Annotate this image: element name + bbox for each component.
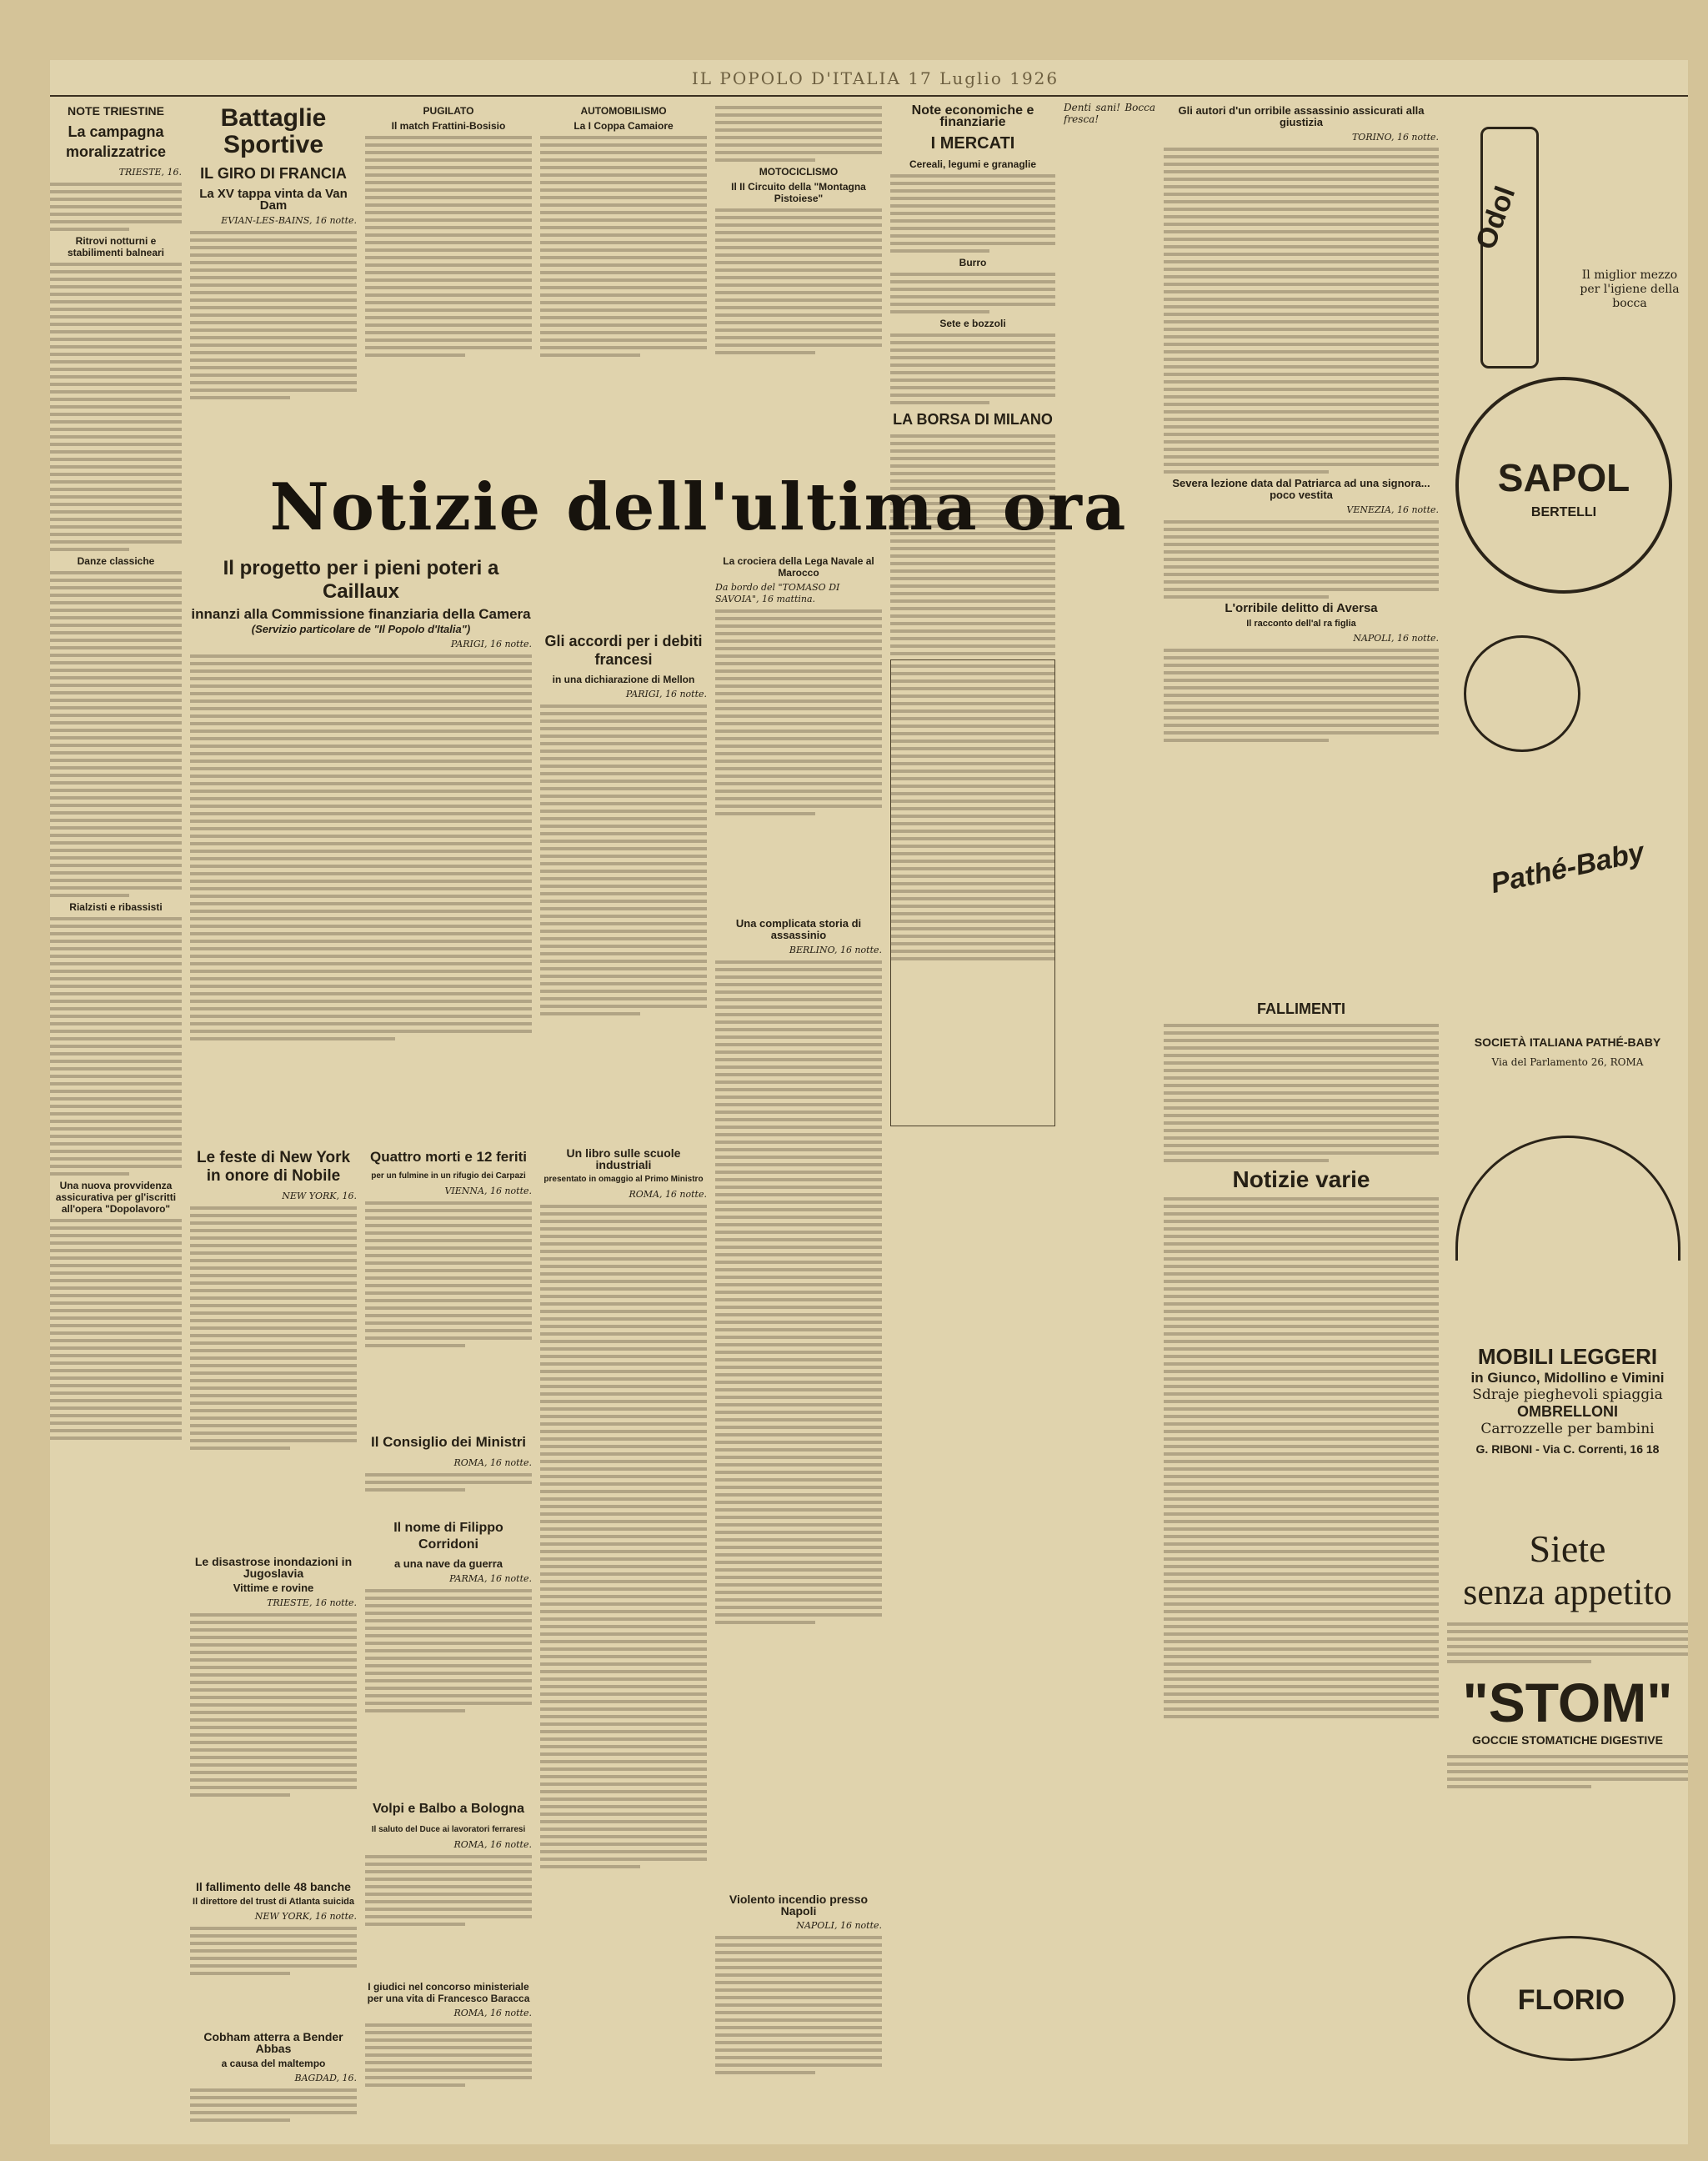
- headline: I giudici nel concorso ministeriale per una vita di Francesco Baracca: [367, 1981, 530, 2004]
- body-text: [190, 1613, 357, 1797]
- story-corridoni: [365, 1515, 532, 1786]
- story-baracca: [365, 1978, 532, 2136]
- headline: Cobham atterra a Bender Abbas: [203, 2030, 343, 2055]
- subhead: a una nave da guerra: [393, 1557, 503, 1570]
- headline: Il II Circuito della "Montagna Pistoiese": [731, 181, 866, 204]
- body-text: [50, 1219, 182, 1440]
- subhead: Il racconto dell'al ra figlia: [1246, 619, 1356, 629]
- subhead: Il saluto del Duce ai lavoratori ferraresi: [371, 1825, 526, 1834]
- dateline: ROMA, 16 notte.: [453, 2008, 532, 2018]
- ad-florio-brand: FLORIO: [1517, 1984, 1625, 2016]
- subhead: Rialzisti e ribassisti: [69, 901, 163, 913]
- body-text: [1447, 1755, 1688, 1788]
- body-text: [50, 917, 182, 1176]
- section-label: NOTE TRIESTINE: [68, 104, 164, 118]
- ad-mobili-line3: Carrozzelle per bambini: [1480, 1421, 1655, 1437]
- body-text: [365, 1855, 532, 1926]
- dateline: EVIAN-LES-BAINS, 16 notte.: [221, 215, 357, 226]
- ad-odol-tagline: Denti sani! Bocca fresca!: [1064, 102, 1155, 125]
- stock-table: [890, 659, 1055, 1126]
- section-label: PUGILATO: [423, 105, 474, 117]
- dateline: NAPOLI, 16 notte.: [1353, 633, 1439, 644]
- ad-stom-brand: "STOM": [1462, 1672, 1673, 1733]
- section-label: AUTOMOBILISMO: [580, 105, 667, 117]
- headline: Le disastrose inondazioni in Jugoslavia: [194, 1555, 353, 1580]
- headline: FALLIMENTI: [1257, 1000, 1345, 1017]
- ad-mobili: [1447, 1344, 1688, 1519]
- ad-florio: [1467, 1936, 1675, 2061]
- body-text: [50, 571, 182, 897]
- dateline: TRIESTE, 16 notte.: [267, 1597, 357, 1608]
- subhead: IL GIRO DI FRANCIA: [200, 165, 347, 182]
- body-text: [715, 1936, 882, 2074]
- body-text: [365, 136, 532, 357]
- subhead: a causa del maltempo: [221, 2058, 326, 2069]
- body-text: [50, 183, 182, 231]
- subhead: Danze classiche: [77, 555, 155, 567]
- newspaper-page: [50, 60, 1688, 2144]
- dateline: ROMA, 16 notte.: [629, 1189, 707, 1200]
- subhead: presentato in omaggio al Primo Ministro: [543, 1175, 704, 1184]
- body-text: [1164, 520, 1439, 599]
- ad-sapol: [1455, 377, 1672, 594]
- headline: Il Consiglio dei Ministri: [370, 1434, 527, 1450]
- body-text: [540, 704, 707, 1015]
- subhead: per un fulmine in un rifugio dei Carpazi: [371, 1171, 526, 1181]
- headline: Il match Frattini-Bosisio: [391, 120, 506, 132]
- story-mellon: [540, 627, 707, 1136]
- body-text: [50, 263, 182, 551]
- body-text: [365, 2023, 532, 2087]
- story-scuole: [540, 1144, 707, 2136]
- body-text: [1164, 649, 1439, 742]
- subhead: LA BORSA DI MILANO: [893, 411, 1053, 428]
- dateline: BAGDAD, 16.: [294, 2073, 357, 2083]
- ad-odol-claim-box: [1575, 268, 1684, 360]
- ad-odol-brand: Odol: [1470, 182, 1522, 254]
- ad-mobili-line2: OMBRELLONI: [1517, 1403, 1618, 1420]
- headline: La crociera della Lega Navale al Marocco: [723, 555, 874, 579]
- story-atlanta: [190, 1878, 357, 2019]
- body-text: [365, 1473, 532, 1492]
- ad-odol-claim: Il miglior mezzo per l'igiene della bocca: [1580, 268, 1680, 310]
- headline: L'orribile delitto di Aversa: [1225, 601, 1378, 615]
- subhead: Cereali, legumi e granaglie: [909, 158, 1037, 170]
- dateline: ROMA, 16 notte.: [453, 1839, 532, 1850]
- ad-sapol-brand: SAPOL: [1497, 456, 1630, 499]
- body-text: [190, 1206, 357, 1450]
- column-pugilato: [365, 102, 532, 460]
- body-text: [890, 174, 1055, 253]
- body-text: [190, 2088, 357, 2122]
- column-cronaca: [1164, 102, 1439, 985]
- ad-mobili-address: G. RIBONI - Via C. Correnti, 16 18: [1475, 1442, 1660, 1456]
- subhead: Il direttore del trust di Atlanta suicida: [193, 1897, 354, 1907]
- story-carpazi: [365, 1144, 532, 1419]
- headline: Il progetto per i pieni poteri a Caillaux: [223, 557, 499, 603]
- subhead: Sete e bozzoli: [939, 318, 1006, 329]
- body-text: [715, 208, 882, 354]
- body-text: [190, 654, 532, 1040]
- story-berlino: [715, 915, 882, 1882]
- subhead: Burro: [959, 257, 987, 268]
- dateline: VENEZIA, 16 notte.: [1346, 504, 1439, 515]
- headline: Note economiche e finanziarie: [911, 103, 1034, 129]
- ad-mobili-sub: in Giunco, Midollino e Vimini: [1470, 1370, 1665, 1386]
- headline: Una complicata storia di assassinio: [735, 917, 862, 941]
- dateline: VIENNA, 16 notte.: [444, 1186, 532, 1196]
- dateline: NAPOLI, 16 notte.: [796, 1920, 882, 1931]
- dateline: TORINO, 16 notte.: [1351, 132, 1439, 143]
- ad-stom-headline2: senza appetito: [1463, 1572, 1672, 1612]
- column-motociclismo: [715, 102, 882, 460]
- ad-pathe-company: SOCIETÀ ITALIANA PATHÉ-BABY: [1474, 1035, 1661, 1049]
- headline: La campagna moralizzatrice: [65, 123, 167, 160]
- ad-odol: [1447, 102, 1572, 377]
- story-nobile: [190, 1144, 357, 1544]
- body-text: [1164, 1024, 1439, 1162]
- column-automobilismo: [540, 102, 707, 460]
- dateline: PARIGI, 16 notte.: [450, 639, 532, 649]
- camera-illustration: [1464, 635, 1580, 752]
- column-economia: [890, 102, 1055, 2136]
- subhead: innanzi alla Commissione finanziaria della Camera: [191, 606, 531, 622]
- section-label: MOTOCICLISMO: [759, 166, 839, 178]
- headline: Il fallimento delle 48 banche: [196, 1880, 351, 1893]
- dateline: Da bordo del "TOMASO DI SAVOIA", 16 mattina.: [715, 582, 840, 604]
- body-text: [1164, 148, 1439, 474]
- ad-mobili-title: MOBILI LEGGERI: [1477, 1344, 1658, 1369]
- headline: Notizie varie: [1232, 1166, 1370, 1192]
- story-cobham: [190, 2028, 357, 2136]
- body-text: [540, 1205, 707, 1868]
- headline: Quattro morti e 12 feriti: [370, 1149, 527, 1165]
- story-jugoslavia: [190, 1552, 357, 1869]
- dateline: NEW YORK, 16 notte.: [254, 1911, 357, 1922]
- ad-stom-sub: GOCCIE STOMATICHE DIGESTIVE: [1472, 1733, 1663, 1747]
- ad-pathe-address: Via del Parlamento 26, ROMA: [1491, 1056, 1644, 1068]
- dateline: TRIESTE, 16.: [118, 167, 182, 178]
- body-text: [190, 231, 357, 399]
- subhead: Una nuova provvidenza assicurativa per gl'iscritti all'opera "Dopolavoro": [55, 1180, 177, 1215]
- dateline: ROMA, 16 notte.: [453, 1457, 532, 1468]
- banner-title: Notizie dell'ultima ora: [269, 469, 1128, 545]
- body-text: [715, 960, 882, 1624]
- subhead: I MERCATI: [930, 134, 1015, 153]
- body-text: [715, 106, 882, 162]
- umbrella-illustration: [1455, 1136, 1680, 1261]
- subhead: La XV tappa vinta da Van Dam: [199, 187, 348, 213]
- dateline: BERLINO, 16 notte.: [789, 945, 882, 955]
- dateline: PARMA, 16 notte.: [449, 1573, 532, 1584]
- column-note-triestine: [50, 102, 182, 2136]
- body-text: [365, 1589, 532, 1712]
- headline: Un libro sulle scuole industriali: [566, 1146, 681, 1171]
- headline: Violento incendio presso Napoli: [729, 1893, 869, 1918]
- ad-odol-tagline-box: [1064, 102, 1155, 127]
- ad-sapol-maker: BERTELLI: [1530, 505, 1597, 519]
- ad-pathe-baby: [1447, 602, 1688, 1102]
- headline: Volpi e Balbo a Bologna: [373, 1802, 524, 1816]
- subhead: Ritrovi notturni e stabilimenti balneari: [67, 235, 165, 258]
- ad-stom-headline1: Siete: [1529, 1527, 1606, 1570]
- column-fallimenti: [1164, 994, 1439, 2136]
- story-caillaux: [190, 552, 532, 1136]
- ad-pathe-brand: Pathé-Baby: [1487, 835, 1647, 900]
- body-text: [540, 136, 707, 357]
- headline: Il nome di Filippo Corridoni: [393, 1521, 503, 1552]
- subhead: Vittime e rovine: [233, 1582, 314, 1594]
- body-text: [365, 1201, 532, 1347]
- headline: Severa lezione data dal Patriarca ad una signora... poco vestita: [1172, 477, 1430, 501]
- headline: Battaglie Sportive: [220, 104, 327, 158]
- headline: Le feste di New York in onore di Nobile: [196, 1149, 351, 1185]
- column-sport: [190, 102, 357, 460]
- headline: La I Coppa Camaiore: [574, 120, 674, 132]
- dateline: NEW YORK, 16.: [282, 1191, 357, 1201]
- story-consiglio: [365, 1427, 532, 1507]
- credit: (Servizio particolare de "Il Popolo d'Italia"): [251, 623, 471, 635]
- body-text: [1447, 1622, 1688, 1663]
- story-volpi-balbo: [365, 1794, 532, 1973]
- subhead: in una dichiarazione di Mellon: [552, 674, 695, 685]
- body-text: [715, 609, 882, 815]
- headline: Gli autori d'un orribile assassinio assicurati alla giustizia: [1178, 104, 1425, 128]
- masthead: [50, 60, 1688, 97]
- headline: Gli accordi per i debiti francesi: [544, 633, 703, 668]
- ad-mobili-line1: Sdraje pieghevoli spiaggia: [1472, 1386, 1663, 1403]
- story-incendio: [715, 1890, 882, 2136]
- story-lega-navale: [715, 552, 882, 902]
- body-text: [1164, 1197, 1439, 1718]
- body-text: [890, 273, 1055, 313]
- dateline: PARIGI, 16 notte.: [625, 689, 707, 699]
- body-text: [890, 333, 1055, 404]
- ad-stom: [1447, 1527, 1688, 1886]
- paper-title: IL POPOLO D'ITALIA 17 Luglio 1926: [691, 68, 1059, 88]
- body-text: [190, 1927, 357, 1975]
